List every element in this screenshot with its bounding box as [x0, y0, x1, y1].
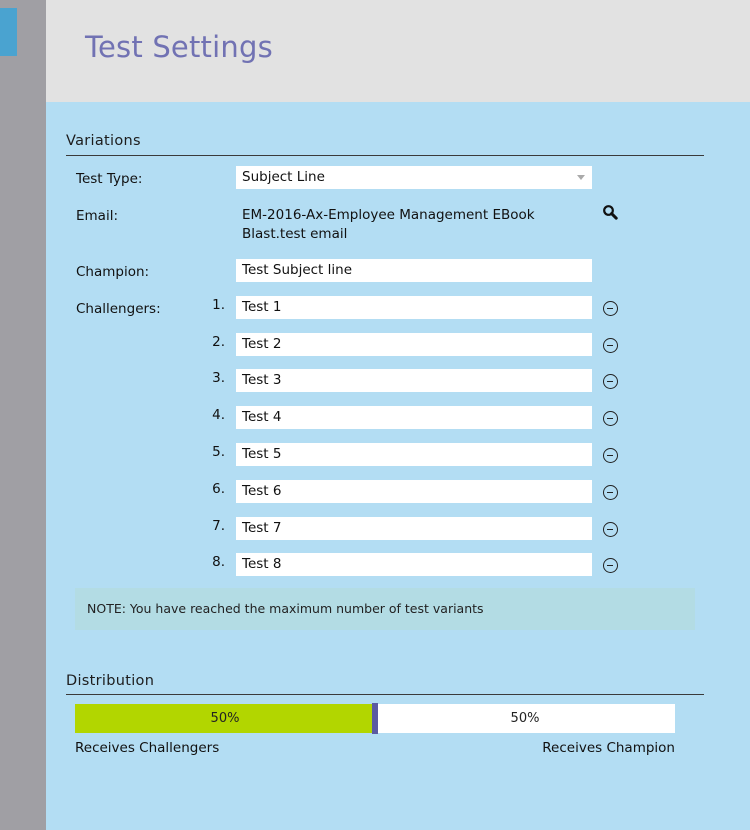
challenger-number: 8. [212, 554, 225, 570]
challenger-input-value: Test 6 [242, 483, 282, 499]
challenger-input-value: Test 4 [242, 409, 282, 425]
challenger-input-5[interactable] [236, 443, 592, 466]
variations-divider [66, 155, 704, 156]
challenger-number: 4. [212, 407, 225, 423]
challenger-input-8[interactable] [236, 553, 592, 576]
challenger-number: 7. [212, 518, 225, 534]
challenger-number: 5. [212, 444, 225, 460]
distribution-slider-handle[interactable] [372, 703, 378, 734]
challenger-number: 2. [212, 334, 225, 350]
challenger-number: 1. [212, 297, 225, 313]
challenger-input-value: Test 3 [242, 372, 282, 388]
challenger-input-value: Test 7 [242, 520, 282, 536]
minus-circle-icon[interactable] [603, 301, 618, 316]
distribution-divider [66, 694, 704, 695]
minus-circle-icon[interactable] [603, 485, 618, 500]
challengers-label: Challengers: [76, 301, 161, 317]
challenger-input-2[interactable] [236, 333, 592, 356]
minus-circle-icon[interactable] [603, 374, 618, 389]
minus-circle-icon[interactable] [603, 338, 618, 353]
minus-circle-icon[interactable] [603, 522, 618, 537]
champion-input-value: Test Subject line [242, 262, 352, 278]
challenger-number: 6. [212, 481, 225, 497]
challengers-share-fill: 50% [75, 704, 375, 733]
sidebar-tab[interactable] [0, 8, 17, 56]
email-label: Email: [76, 208, 119, 224]
distribution-section-title: Distribution [66, 673, 155, 689]
challenger-input-3[interactable] [236, 369, 592, 392]
test-type-select[interactable] [236, 166, 592, 189]
variations-section-title: Variations [66, 133, 141, 149]
left-sidebar-strip [0, 0, 46, 830]
max-variants-note: NOTE: You have reached the maximum number of test variants [75, 588, 695, 630]
challenger-input-value: Test 8 [242, 556, 282, 572]
challenger-input-value: Test 2 [242, 336, 282, 352]
minus-circle-icon[interactable] [603, 558, 618, 573]
challenger-input-value: Test 1 [242, 299, 282, 315]
receives-challengers-caption: Receives Challengers [75, 740, 220, 756]
challenger-input-6[interactable] [236, 480, 592, 503]
chevron-down-icon [577, 175, 585, 180]
distribution-slider[interactable] [75, 704, 675, 733]
page-header [46, 0, 750, 102]
champion-input[interactable] [236, 259, 592, 282]
test-type-selected-value: Subject Line [242, 169, 325, 185]
challenger-input-value: Test 5 [242, 446, 282, 462]
receives-champion-caption: Receives Champion [542, 740, 675, 756]
champion-share-value: 50% [510, 711, 540, 726]
minus-circle-icon[interactable] [603, 448, 618, 463]
settings-panel [46, 102, 750, 830]
challenger-input-1[interactable] [236, 296, 592, 319]
champion-label: Champion: [76, 264, 150, 280]
search-icon[interactable] [602, 204, 620, 222]
page-title: Test Settings [85, 30, 273, 64]
challenger-input-7[interactable] [236, 517, 592, 540]
email-value: EM-2016-Ax-Employee Management EBook Blast.test email [242, 207, 535, 242]
challenger-input-4[interactable] [236, 406, 592, 429]
test-type-label: Test Type: [76, 171, 143, 187]
challenger-number: 3. [212, 370, 225, 386]
minus-circle-icon[interactable] [603, 411, 618, 426]
